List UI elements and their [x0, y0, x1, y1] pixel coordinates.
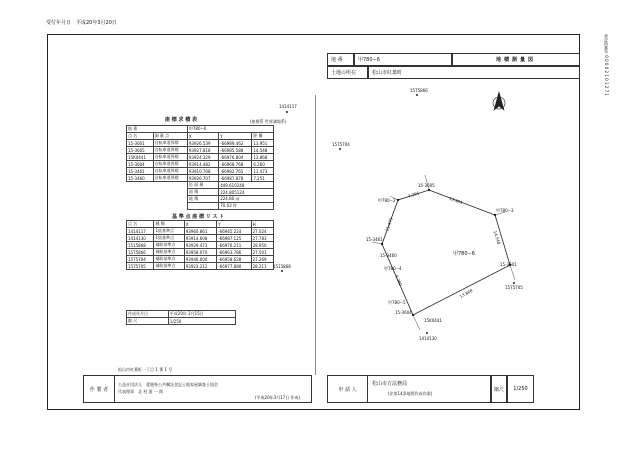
cell: -66968.768	[219, 161, 252, 168]
base-point	[416, 94, 418, 96]
header-cell: 点 名	[127, 133, 154, 140]
cell: -66977.880	[217, 263, 251, 270]
base-point	[513, 282, 515, 284]
cell: 1級基準点	[154, 235, 184, 242]
maker-date: (平成20年3月17日 作成)	[255, 395, 301, 400]
point-label-15-3601: 15-3601	[500, 262, 517, 267]
header-cell: X	[184, 221, 216, 228]
cell: 93960.861	[184, 228, 216, 235]
cell: 自転車道界標	[153, 175, 187, 182]
cell: 1/250	[168, 318, 235, 325]
cell: 6.260	[252, 161, 274, 168]
cell: -66987.125	[217, 235, 251, 242]
cell: 7.251	[252, 175, 274, 182]
distance-label: 13.951	[448, 195, 464, 206]
cell: 15-3461	[127, 168, 154, 175]
distance-label: 11.473	[384, 217, 394, 232]
receipt-date: 受付年月日 平成20年3月20日	[46, 20, 117, 26]
cell: 28.950	[251, 242, 273, 249]
cell: 自転車道界標	[153, 140, 187, 147]
cell: 70.03 坪	[219, 203, 274, 210]
base-point	[339, 148, 341, 150]
maker-line2: 公益社団法人 愛媛県公共嘱託登記土地家屋調査士協会	[118, 382, 218, 387]
location-label: 土地の所在	[327, 66, 368, 79]
point-label-1575866: 1575866	[410, 88, 428, 93]
cell: 自転車道界標	[153, 154, 187, 161]
lot-label: 地 番	[127, 126, 188, 133]
base-point	[286, 111, 288, 113]
cell: 93946.000	[184, 256, 216, 263]
cell: -66985.588	[219, 147, 252, 154]
cell: 1級基準点	[154, 228, 184, 235]
cell: 1414130	[127, 235, 154, 242]
cell: -66976.211	[217, 242, 251, 249]
applicant-label: 申 請 人	[327, 375, 368, 403]
cell: 224.80 ㎡	[219, 196, 274, 203]
point-label-1414130: 1414130	[419, 336, 437, 341]
cell: 93923.212	[184, 263, 216, 270]
scale-label: 縮尺	[491, 375, 507, 403]
base-point	[281, 270, 283, 272]
cell: 93927.818	[187, 147, 218, 154]
cell: -66963.786	[217, 249, 251, 256]
cell: 1515868	[127, 242, 154, 249]
point-label-15-3604: 15-3604	[395, 310, 412, 315]
cell: 1575704	[127, 256, 154, 263]
cell: 15-3601	[127, 140, 154, 147]
cell: -66976.804	[219, 154, 252, 161]
cell: 449.610248	[219, 182, 274, 189]
boundary-point	[494, 214, 496, 216]
area-table-title: 座 標 求 積 表	[165, 117, 197, 123]
lot-boundary	[382, 190, 510, 315]
cell: 15-3460	[127, 175, 154, 182]
boundary-point	[397, 199, 399, 201]
distance-label: 7.251	[407, 190, 420, 199]
cell: 93926.539	[187, 140, 218, 147]
maker-label: 作 製 者	[83, 375, 115, 403]
point-label-780-2: 甲780−2	[378, 198, 396, 203]
cell: 27.024	[251, 228, 273, 235]
drawing-title: 地積測量図	[452, 53, 580, 66]
point-label-780-4: 甲780−4	[384, 266, 402, 271]
cell: 93910.708	[187, 168, 218, 175]
cell: 作成年月日	[127, 311, 169, 318]
cell: 93929.473	[184, 242, 216, 249]
cell: 平成20年 2月15日	[168, 311, 235, 318]
cell: 15K0441	[127, 154, 154, 161]
cell: -66987.878	[219, 175, 252, 182]
cell: 自転車道界標	[153, 161, 187, 168]
point-label-1414117: 1414117	[279, 104, 297, 109]
point-label-1515868: 1515868	[273, 264, 291, 269]
point-label-15K0441: 15K0441	[424, 318, 442, 323]
cell: -66982.765	[219, 168, 252, 175]
cell: 補助基準点	[154, 263, 184, 270]
cell: 93924.329	[187, 154, 218, 161]
cell: 面 積	[187, 189, 218, 196]
point-label-15-3605: 15-3605	[418, 183, 435, 188]
point-label-1575705: 1575705	[505, 285, 523, 290]
cell: 補助基準点	[154, 242, 184, 249]
header-cell: 測 量 点	[153, 133, 187, 140]
location-value: 松山市紅葉町	[368, 66, 580, 79]
cell: 93914.608	[184, 235, 216, 242]
cell: 地 積	[187, 196, 218, 203]
north-arrow-icon	[493, 92, 505, 110]
point-label-1575704: 1575704	[332, 142, 350, 147]
cell: 93914.482	[187, 161, 218, 168]
base-point	[426, 332, 428, 334]
cell: 13.951	[252, 140, 274, 147]
boundary-point	[412, 314, 414, 316]
cell: 補助基準点	[154, 256, 184, 263]
point-label-15-3461: 15-3461	[366, 237, 383, 242]
point-label-780-3: 甲780−3	[496, 208, 514, 213]
scale-value: 1/250	[507, 375, 534, 403]
header-cell: H	[251, 221, 273, 228]
boundary-extension	[413, 315, 420, 330]
cell: -66989.462	[219, 140, 252, 147]
base-table-title: 基 準 点 座 標 リ ス ト	[172, 214, 225, 220]
jiban-value: 甲780−6	[354, 53, 452, 66]
cell: 補助基準点	[154, 249, 184, 256]
boundary-extension	[372, 242, 382, 244]
distance-label: 14.548	[492, 230, 502, 245]
jiban-label: 地 番	[327, 53, 354, 66]
header-cell: 点 名	[127, 221, 154, 228]
header-cell: Y	[219, 133, 252, 140]
cell: 28.211	[251, 263, 273, 270]
cell: -66958.628	[217, 256, 251, 263]
maker-address: 松山市紅葉町一丁目 1 番 1 号	[118, 367, 173, 372]
boundary-point	[381, 243, 383, 245]
area-table-caption: (座標系 世界測地系)	[250, 119, 287, 124]
cell: 93926.707	[187, 175, 218, 182]
lot-value: 甲780−6	[187, 126, 273, 133]
cell: 27.269	[251, 256, 273, 263]
header-cell: X	[187, 133, 218, 140]
cell: 1575705	[127, 263, 154, 270]
maker-line3: 代表理事 北 村 達 一 郎	[118, 389, 164, 394]
distance-label: 13.868	[458, 288, 474, 299]
point-label-780-5: 甲780−5	[388, 300, 406, 305]
cell: 15-3604	[127, 161, 154, 168]
boundary-point	[428, 189, 430, 191]
applicant-note: (法第14条地図作成作業)	[388, 391, 433, 396]
header-cell: Y	[217, 221, 251, 228]
cell: 93958.070	[184, 249, 216, 256]
lot-center-label: 甲780−6	[453, 251, 475, 257]
cell: 15-3605	[127, 147, 154, 154]
registry-number: 登記所番号 0 0 0 0 2 1 0 1 2 7 1	[604, 34, 609, 96]
cell: 自転車道界標	[153, 147, 187, 154]
cell: -66945.224	[217, 228, 251, 235]
cell: 27.783	[251, 235, 273, 242]
boundary-extension	[510, 265, 515, 280]
cell: 13.868	[252, 154, 274, 161]
header-cell: 種 類	[154, 221, 184, 228]
cell: 倍 面 積	[187, 182, 218, 189]
distance-label: 6.260	[394, 274, 404, 287]
cell: 27.501	[251, 249, 273, 256]
cell: 1575866	[127, 249, 154, 256]
point-label-15-3460: 15-3460	[380, 253, 397, 258]
applicant-value: 松山市方法務局	[372, 381, 408, 387]
cell: 自転車道界標	[153, 168, 187, 175]
cell: 1414117	[127, 228, 154, 235]
cell: 11.473	[252, 168, 274, 175]
header-cell: 距 離	[252, 133, 274, 140]
cell: 14.548	[252, 147, 274, 154]
cell: 縮 尺	[127, 318, 169, 325]
cell: 224.805124	[219, 189, 274, 196]
